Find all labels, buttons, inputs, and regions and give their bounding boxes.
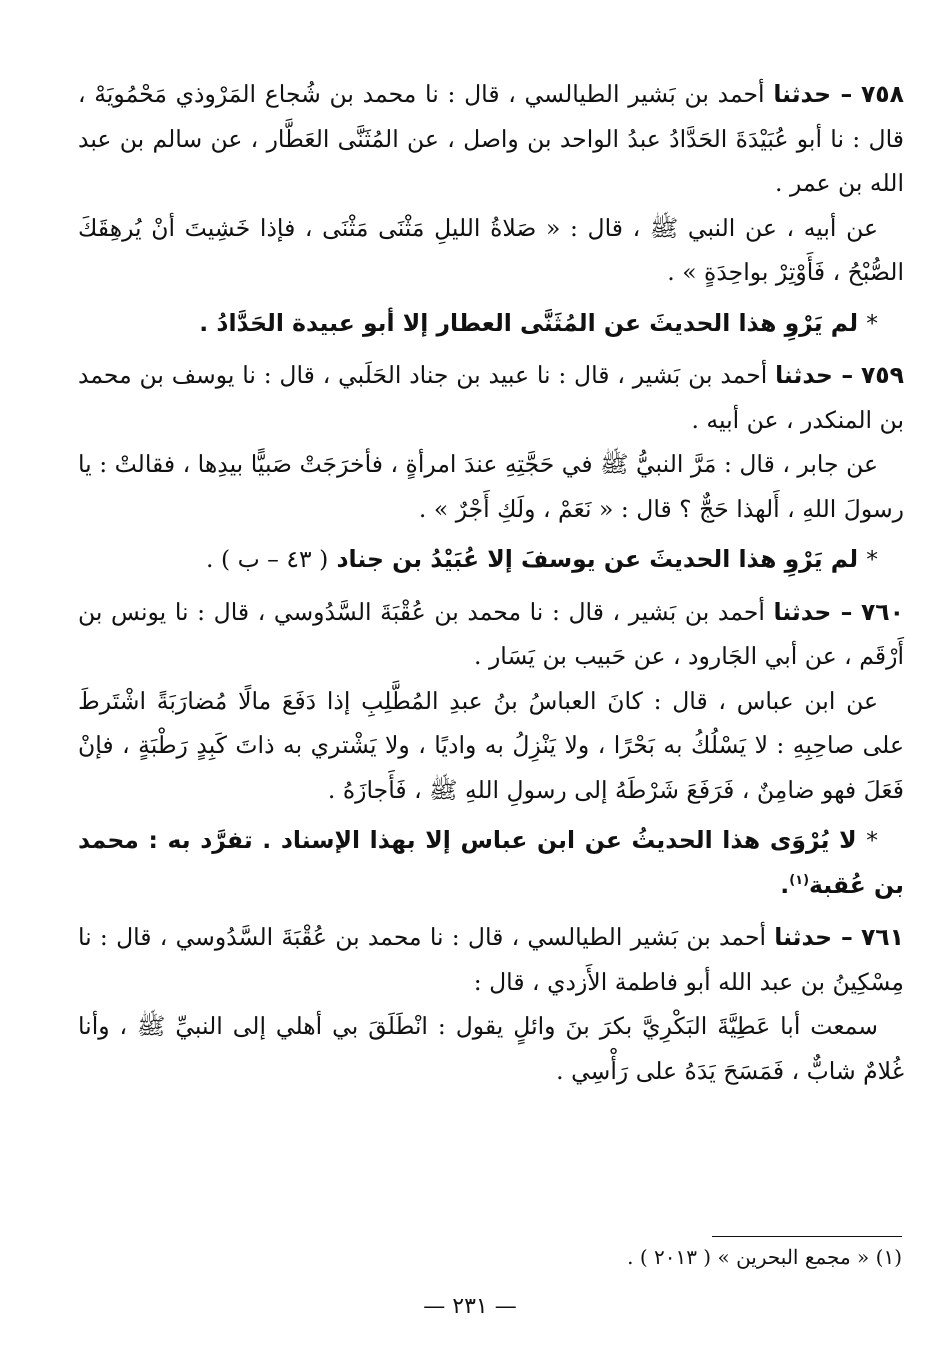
hadith-758-note: [78, 301, 904, 346]
isnad-text: أحمد بن بَشير ، قال : نا عبيد بن جناد الحَلَبي ، قال : نا يوسف بن محمد بن المنكدر ، عن أبيه .: [78, 361, 904, 434]
hadith-760-isnad: [78, 590, 904, 679]
hadith-number: ٧٦٠: [860, 597, 904, 626]
hadith-758-isnad: [78, 72, 904, 206]
hadith-lead: – حدثنا: [774, 923, 853, 951]
hadith-number: ٧٥٨: [860, 80, 904, 108]
note-star-icon: *: [866, 545, 878, 573]
footnote-marker: (١): [789, 872, 810, 888]
isnad-text: أحمد بن بَشير ، قال : نا محمد بن عُقْبَةَ السَّدُوسي ، قال : نا يونس بن أَرْقَم ، عن أبي الجَارود ، عن حَبيب بن يَسَار .: [78, 597, 904, 670]
note-text: لم يَرْوِ هذا الحديثَ عن يوسفَ إلا عُبَيْدُ بن جناد: [336, 545, 859, 573]
note-text: لم يَرْوِ هذا الحديثَ عن المُثَنَّى العطار إلا أبو عبيدة الحَدَّادُ .: [199, 308, 859, 337]
hadith-lead: – حدثنا: [775, 361, 854, 389]
page-body: [78, 72, 904, 1093]
hadith-759-isnad: [78, 353, 904, 442]
page-number: — ٢٣١ —: [423, 1294, 517, 1319]
manuscript-ref: ( ٤٣ – ب ) .: [206, 545, 329, 573]
hadith-760-note: * لا يُرْوَى هذا الحديثُ عن ابن عباس إلا بهذا الإسناد . تفرَّد به : محمد بن عُقبة$^{(١)}$.: [78, 826, 904, 899]
hadith-761-isnad: [78, 915, 904, 1004]
hadith-number: ٧٦١: [860, 923, 904, 951]
isnad-text: أحمد بن بَشير الطيالسي ، قال : نا محمد بن شُجاع المَرْوذي مَحْمُويَهْ ، قال : نا أبو عُبَيْدَةَ الحَدَّادُ عبدُ الواحد بن واصل ، عن المُثَنَّى العَطَّار ، عن سالم بن عبد الله بن عمر .: [78, 80, 904, 197]
hadith-760-matn: عن ابن عباس ، قال : كانَ العباسُ بنُ عبدِ المُطَّلِبِ إذا دَفَعَ مالًا مُضارَبَةً اشْتَرطَ على صاحِبِهِ : لا يَسْلُكُ به بَحْرًا ، ولا يَنْزِلُ به واديًا ، ولا يَشْتري به ذاتَ كَبِدٍ رَطْبَةٍ ، فإنْ فَعَلَ فهو ضامِنٌ ، فَرَفَعَ شَرْطَهُ إلى رسولِ اللهِ ﷺ ، فَأَجازَهُ .: [78, 686, 904, 804]
isnad-text: أحمد بن بَشير الطيالسي ، قال : نا محمد بن عُقْبَةَ السَّدُوسي ، قال : نا مِسْكِينُ بن عبد الله أبو فاطمة الأَزدي ، قال :: [78, 923, 904, 996]
hadith-761-matn: سمعت أبا عَطِيَّةَ البَكْرِيَّ بكرَ بنَ وائلٍ يقول : انْطَلَقَ بي أهلي إلى النبيِّ ﷺ ، وأنا غُلامٌ شابٌّ ، فَمَسَحَ يَدَهُ على رَأْسِي .: [78, 1012, 904, 1085]
footnote-divider: [712, 1236, 902, 1237]
hadith-lead: – حدثنا: [773, 597, 853, 626]
note-star-icon: *: [866, 826, 878, 854]
note-star-icon: *: [866, 308, 878, 337]
note-text: لا يُرْوَى هذا الحديثُ عن ابن عباس إلا بهذا الإسناد . تفرَّد به : محمد بن عُقبة: [78, 826, 904, 899]
hadith-number: ٧٥٩: [860, 361, 904, 389]
hadith-758-matn: عن أبيه ، عن النبي ﷺ ، قال : « صَلاةُ الليلِ مَثْنَى مَثْنَى ، فإذا خَشِيتَ أنْ يُرهِقَكَ الصُّبْحُ ، فَأَوْتِرْ بواحِدَةٍ » .: [78, 213, 904, 286]
hadith-759-note: [78, 537, 904, 582]
hadith-lead: – حدثنا: [773, 80, 853, 108]
hadith-759-matn: عن جابر ، قال : مَرَّ النبيُّ ﷺ في حَجَّتِهِ عندَ امرأةٍ ، فأخرَجَتْ صَبيًّا بيدِها ، فقالتْ : يا رسولَ اللهِ ، أَلهذا حَجٌّ ؟ قال : « نَعَمْ ، ولَكِ أَجْرٌ » .: [78, 450, 904, 523]
footnote: (١) « مجمع البحرين » ( ٢٠١٣ ) .: [627, 1245, 902, 1269]
